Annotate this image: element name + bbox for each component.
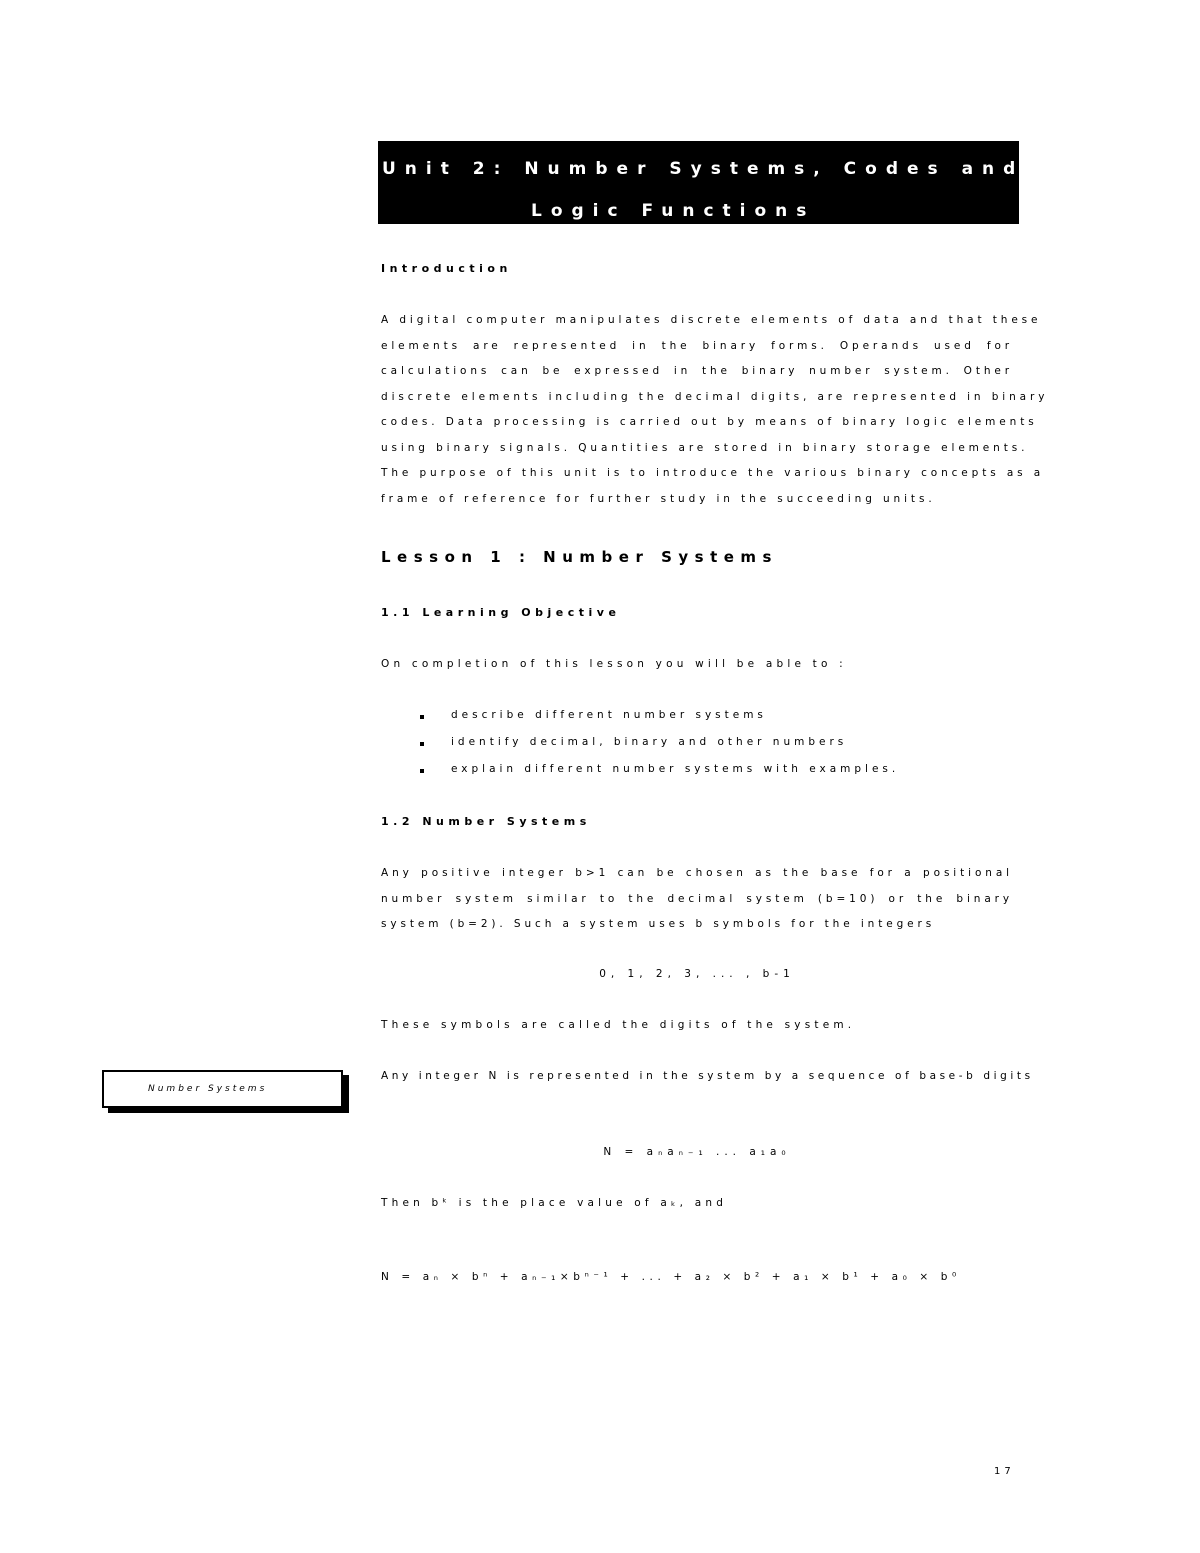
intro-line: discrete elements including the decimal digits, are represented in binary	[381, 390, 1049, 403]
bullet-icon	[420, 715, 424, 719]
intro-line: using binary signals. Quantities are stored in binary storage elements.	[381, 441, 1029, 454]
margin-note-label: Number Systems	[148, 1084, 268, 1094]
bullet-icon	[420, 769, 424, 773]
integer-line: Any integer N is represented in the system by a sequence of base-b digits	[381, 1070, 1034, 1082]
objective-text: identify decimal, binary and other numbers	[451, 736, 848, 748]
symbols-line: 0, 1, 2, 3, ... , b-1	[599, 968, 795, 980]
section-line: Any positive integer b>1 can be chosen as the base for a positional	[381, 867, 1013, 879]
section-line: system (b=2). Such a system uses b symbols for the integers	[381, 918, 936, 930]
sequence-formula: N = aₙaₙ₋₁ ... a₁a₀	[603, 1146, 791, 1158]
bullet-icon	[420, 742, 424, 746]
objective-item	[420, 709, 899, 736]
page-number: 17	[994, 1466, 1015, 1477]
expansion-formula: N = aₙ × bⁿ + aₙ₋₁×bⁿ⁻¹ + ... + a₂ × b² + a₁ × b¹ + a₀ × b⁰	[381, 1271, 961, 1283]
objective-heading: 1.1 Learning Objective	[381, 606, 621, 619]
intro-line: codes. Data processing is carried out by means of binary logic elements	[381, 416, 1038, 428]
intro-line: calculations can be expressed in the binary number system. Other	[381, 365, 1013, 377]
intro-line: frame of reference for further study in the succeeding units.	[381, 492, 936, 505]
digits-line: These symbols are called the digits of the system.	[381, 1019, 856, 1031]
section-heading: 1.2 Number Systems	[381, 815, 591, 828]
section-line: number system similar to the decimal system (b=10) or the binary	[381, 892, 1013, 905]
intro-line: The purpose of this unit is to introduce the various binary concepts as a	[381, 467, 1045, 479]
margin-note-box	[102, 1070, 343, 1108]
objective-item	[420, 763, 899, 790]
intro-line: A digital computer manipulates discrete elements of data and that these	[381, 314, 1042, 326]
objective-item	[420, 736, 899, 763]
unit-title-line-1: Unit 2: Number Systems, Codes and	[382, 159, 1025, 179]
introduction-paragraph	[381, 308, 1049, 512]
lesson-title: Lesson 1 : Number Systems	[381, 548, 778, 566]
objectives-list	[420, 709, 899, 790]
unit-title-banner	[378, 141, 1025, 224]
introduction-heading: Introduction	[381, 262, 512, 275]
number-systems-paragraph	[381, 861, 1013, 938]
place-value-line: Then bᵏ is the place value of aₖ, and	[381, 1197, 728, 1209]
objective-intro: On completion of this lesson you will be able to :	[381, 658, 847, 670]
unit-title-line-2: Logic Functions	[531, 201, 816, 221]
objective-text: explain different number systems with examples.	[451, 763, 900, 775]
intro-line: elements are represented in the binary forms. Operands used for	[381, 339, 1013, 352]
objective-text: describe different number systems	[451, 709, 767, 721]
